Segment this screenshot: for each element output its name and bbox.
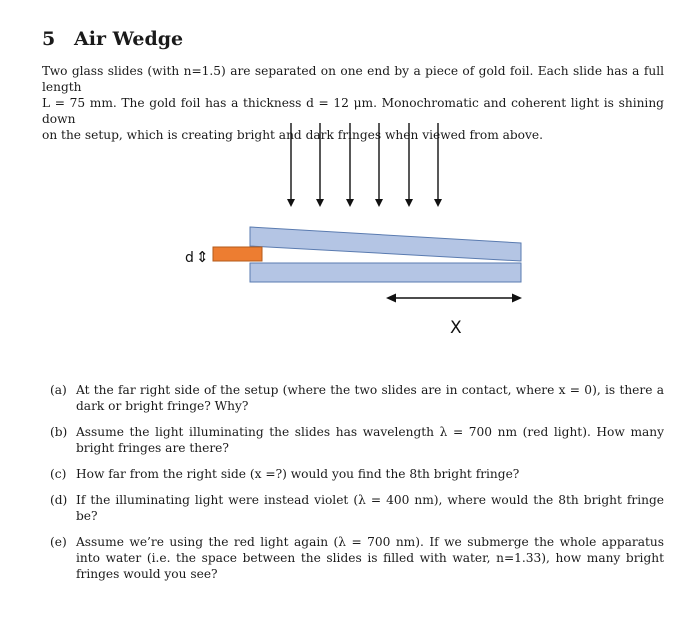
question-b xyxy=(42,424,664,456)
top-glass-slide xyxy=(250,227,521,261)
light-ray-3-head xyxy=(346,199,354,207)
light-ray-2-head xyxy=(316,199,324,207)
question-text: Assume we’re using the red light again (λ = 700 nm). If we submerge the whole apparatus into water (i.e. the space between the slides is filled with water, n=1.33), how many bright fringes would you see? xyxy=(76,535,664,581)
question-letter: (e) xyxy=(50,535,67,549)
gold-foil xyxy=(213,247,262,261)
x-arrow-left-head xyxy=(386,294,396,303)
question-a xyxy=(42,382,664,414)
light-ray-1-head xyxy=(287,199,295,207)
question-letter: (d) xyxy=(50,493,68,507)
question-letter: (c) xyxy=(50,467,67,481)
foil-thickness-label: d xyxy=(185,250,194,266)
section-number: 5 xyxy=(42,28,56,50)
question-d xyxy=(42,492,664,524)
air-wedge-diagram xyxy=(0,115,700,345)
light-ray-6-head xyxy=(434,199,442,207)
question-letter: (b) xyxy=(50,425,68,439)
question-letter: (a) xyxy=(50,383,67,397)
intro-line-2: L = 75 mm. The gold foil has a thickness d = 12 μm. Monochromatic and coherent light is shining down xyxy=(42,96,664,126)
question-text: If the illuminating light were instead violet (λ = 400 nm), where would the 8th bright fringe be? xyxy=(76,493,664,523)
x-arrow-right-head xyxy=(512,294,522,303)
incident-light-arrows xyxy=(287,123,442,207)
thickness-arrow-icon: ⇕ xyxy=(196,248,209,266)
section-title: Air Wedge xyxy=(74,28,184,50)
intro-line-1: Two glass slides (with n=1.5) are separated on one end by a piece of gold foil. Each slide has a full length xyxy=(42,64,664,94)
question-text: At the far right side of the setup (where the two slides are in contact, where x = 0), is there a dark or bright fringe? Why? xyxy=(76,383,664,413)
light-ray-5-head xyxy=(405,199,413,207)
question-text: How far from the right side (x =?) would you find the 8th bright fringe? xyxy=(76,467,520,481)
light-ray-4-head xyxy=(375,199,383,207)
intro-line-3: on the setup, which is creating bright and dark fringes when viewed from above. xyxy=(42,128,543,142)
question-c xyxy=(42,466,664,482)
question-e xyxy=(42,534,664,582)
section-heading xyxy=(42,28,183,50)
question-text: Assume the light illuminating the slides has wavelength λ = 700 nm (red light). How many bright fringes are there? xyxy=(76,425,664,455)
bottom-glass-slide xyxy=(250,263,521,282)
question-list xyxy=(42,382,664,592)
x-label: X xyxy=(450,318,462,338)
x-axis-arrow xyxy=(386,294,522,303)
